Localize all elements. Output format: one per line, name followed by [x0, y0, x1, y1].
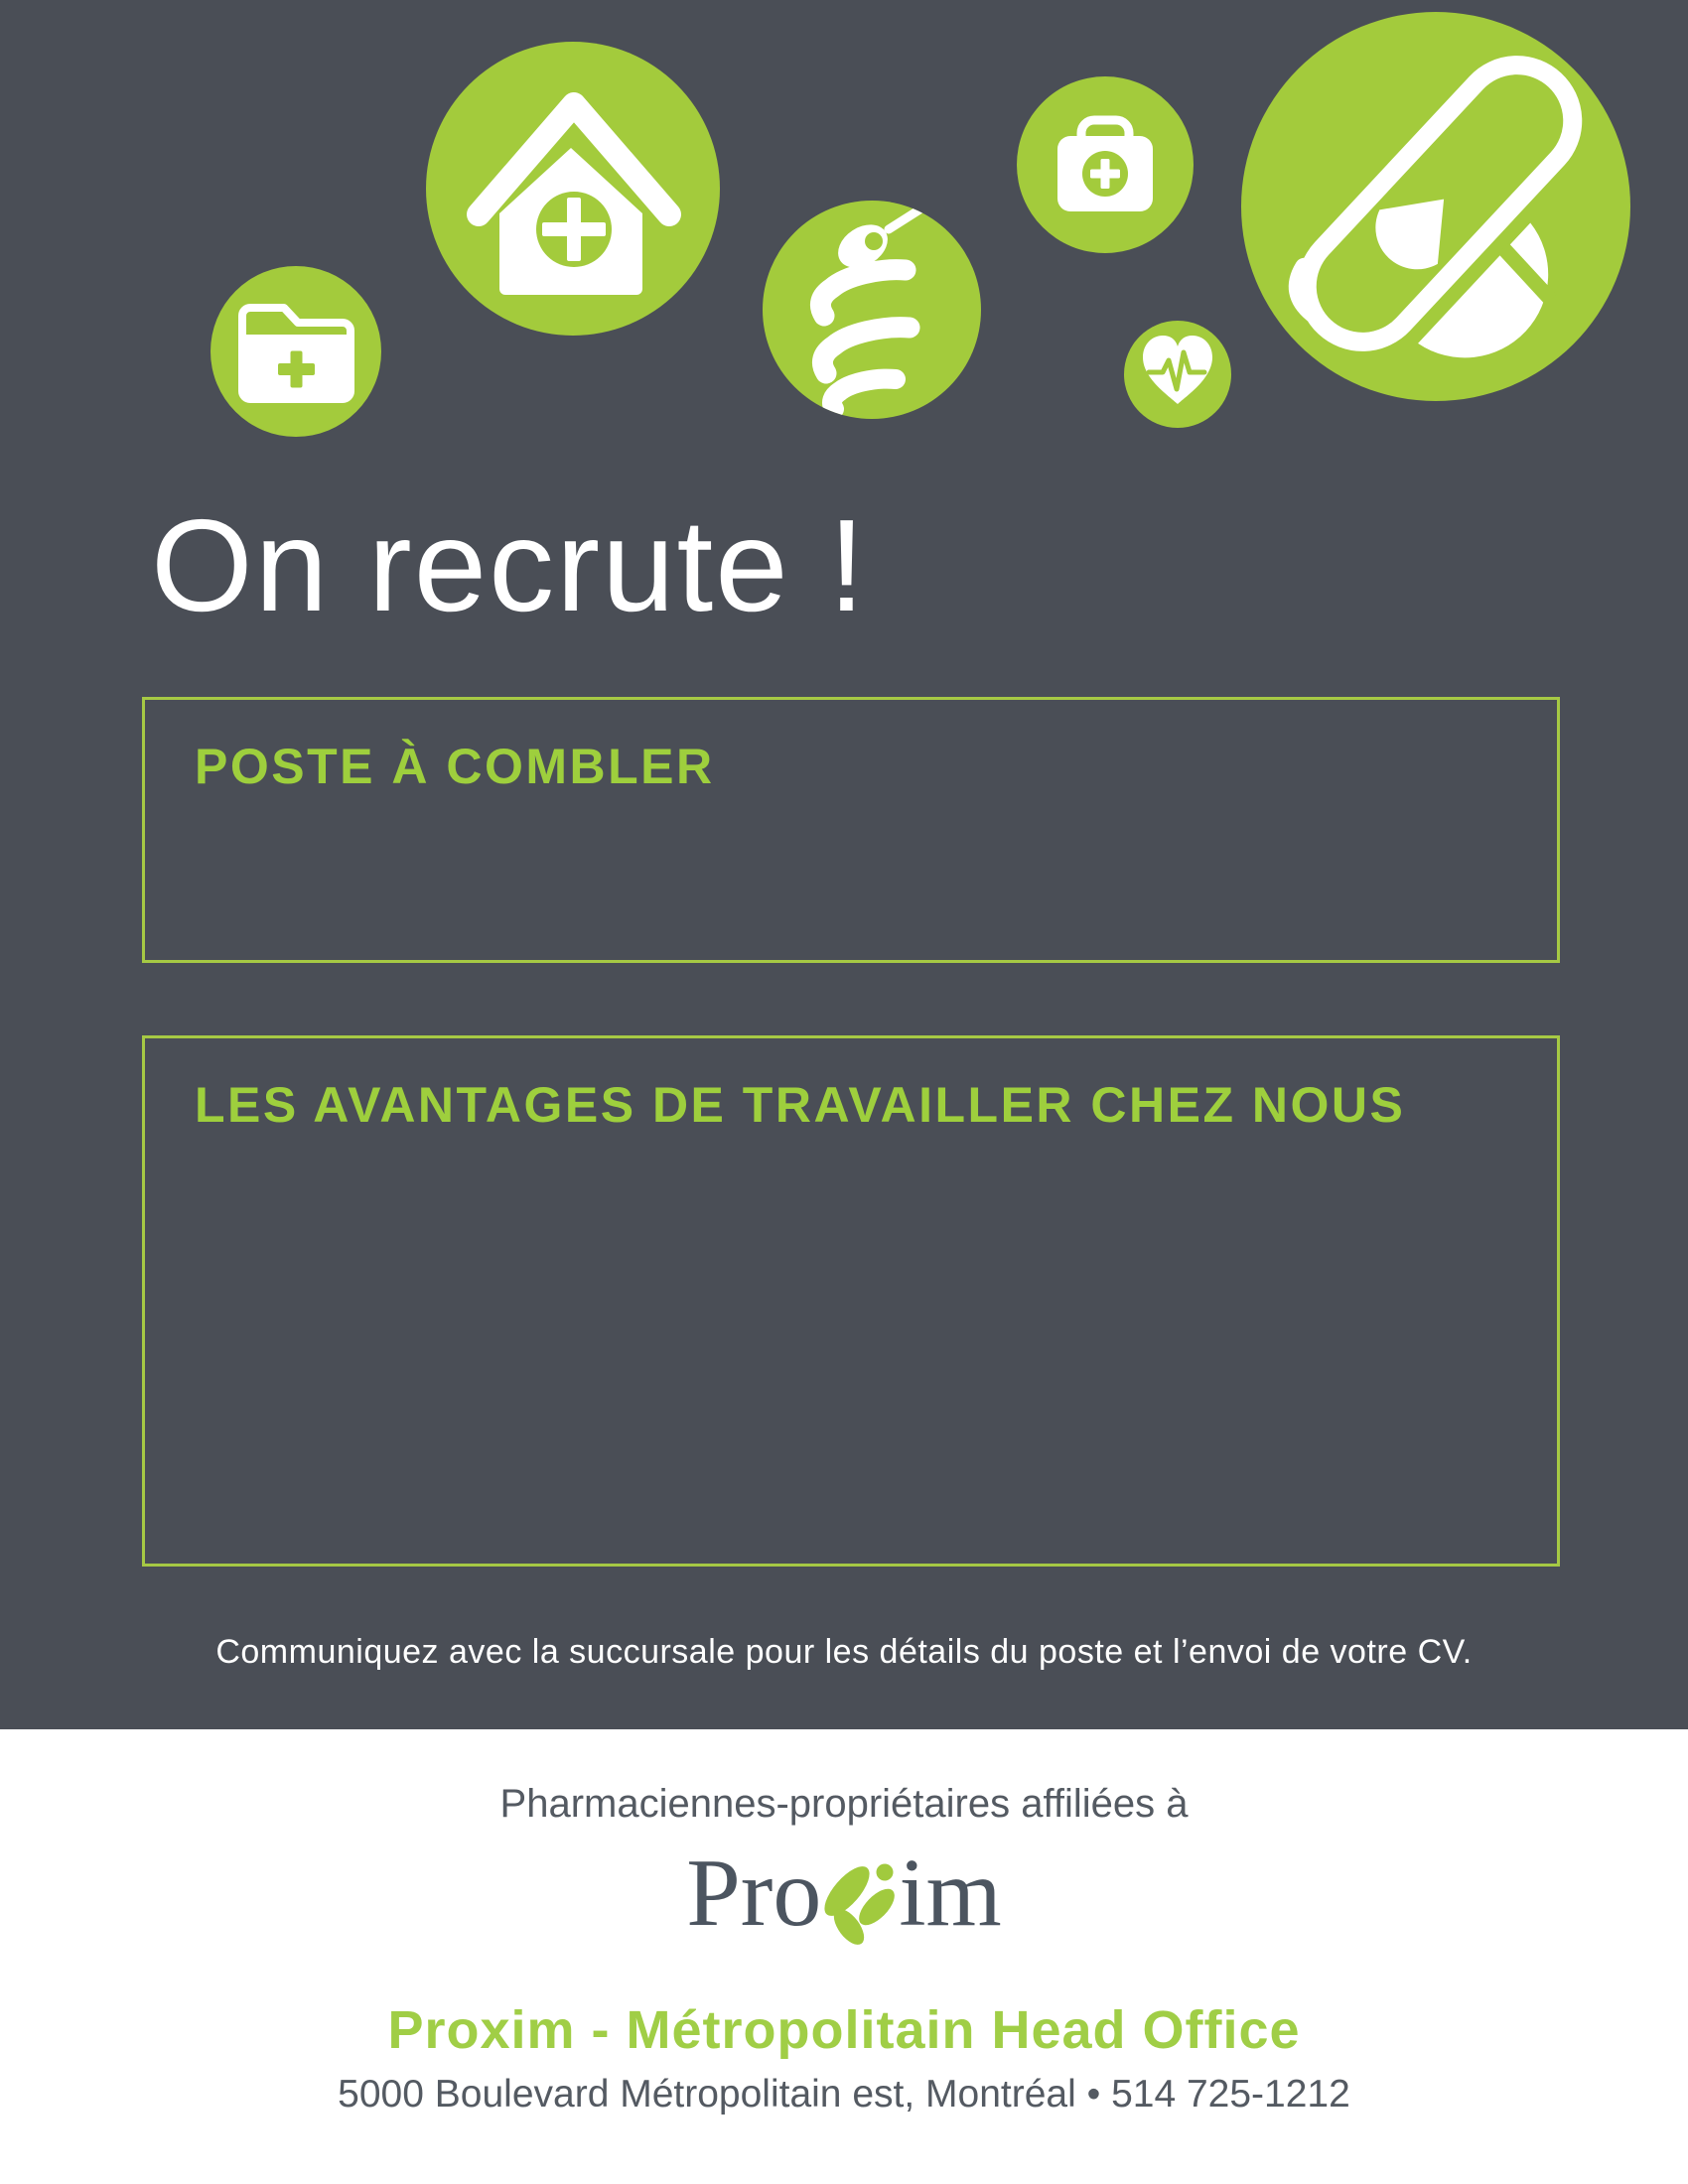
- benefits-box-label: LES AVANTAGES DE TRAVAILLER CHEZ NOUS: [195, 1077, 1406, 1133]
- folder-plus-icon: [211, 266, 381, 437]
- position-box-label: POSTE À COMBLER: [195, 739, 715, 794]
- header-icon-cluster: [0, 0, 1688, 467]
- logo-text-im: im: [899, 1840, 1002, 1947]
- pill-leaf-icon: [1241, 12, 1664, 429]
- proxim-logo: [0, 1839, 1688, 1953]
- position-box: [142, 697, 1560, 963]
- asclepius-snake-icon: [763, 201, 981, 419]
- first-aid-kit-icon: [1017, 76, 1194, 253]
- page-title: On recrute !: [151, 492, 867, 638]
- benefits-box: [142, 1035, 1560, 1567]
- logo-leaf-x-icon: [817, 1845, 903, 1953]
- contact-note: Communiquez avec la succursale pour les détails du poste et l’envoi de votre CV.: [215, 1633, 1473, 1671]
- heart-pulse-icon: [1124, 321, 1231, 428]
- store-name: Proxim - Métropolitain Head Office: [387, 2000, 1301, 2060]
- affiliation-text: Pharmaciennes-propriétaires affiliées à: [499, 1782, 1189, 1826]
- logo-text-pro: Pro: [686, 1840, 822, 1947]
- store-address: 5000 Boulevard Métropolitain est, Montréal • 514 725-1212: [338, 2073, 1350, 2116]
- medical-house-icon: [426, 42, 720, 336]
